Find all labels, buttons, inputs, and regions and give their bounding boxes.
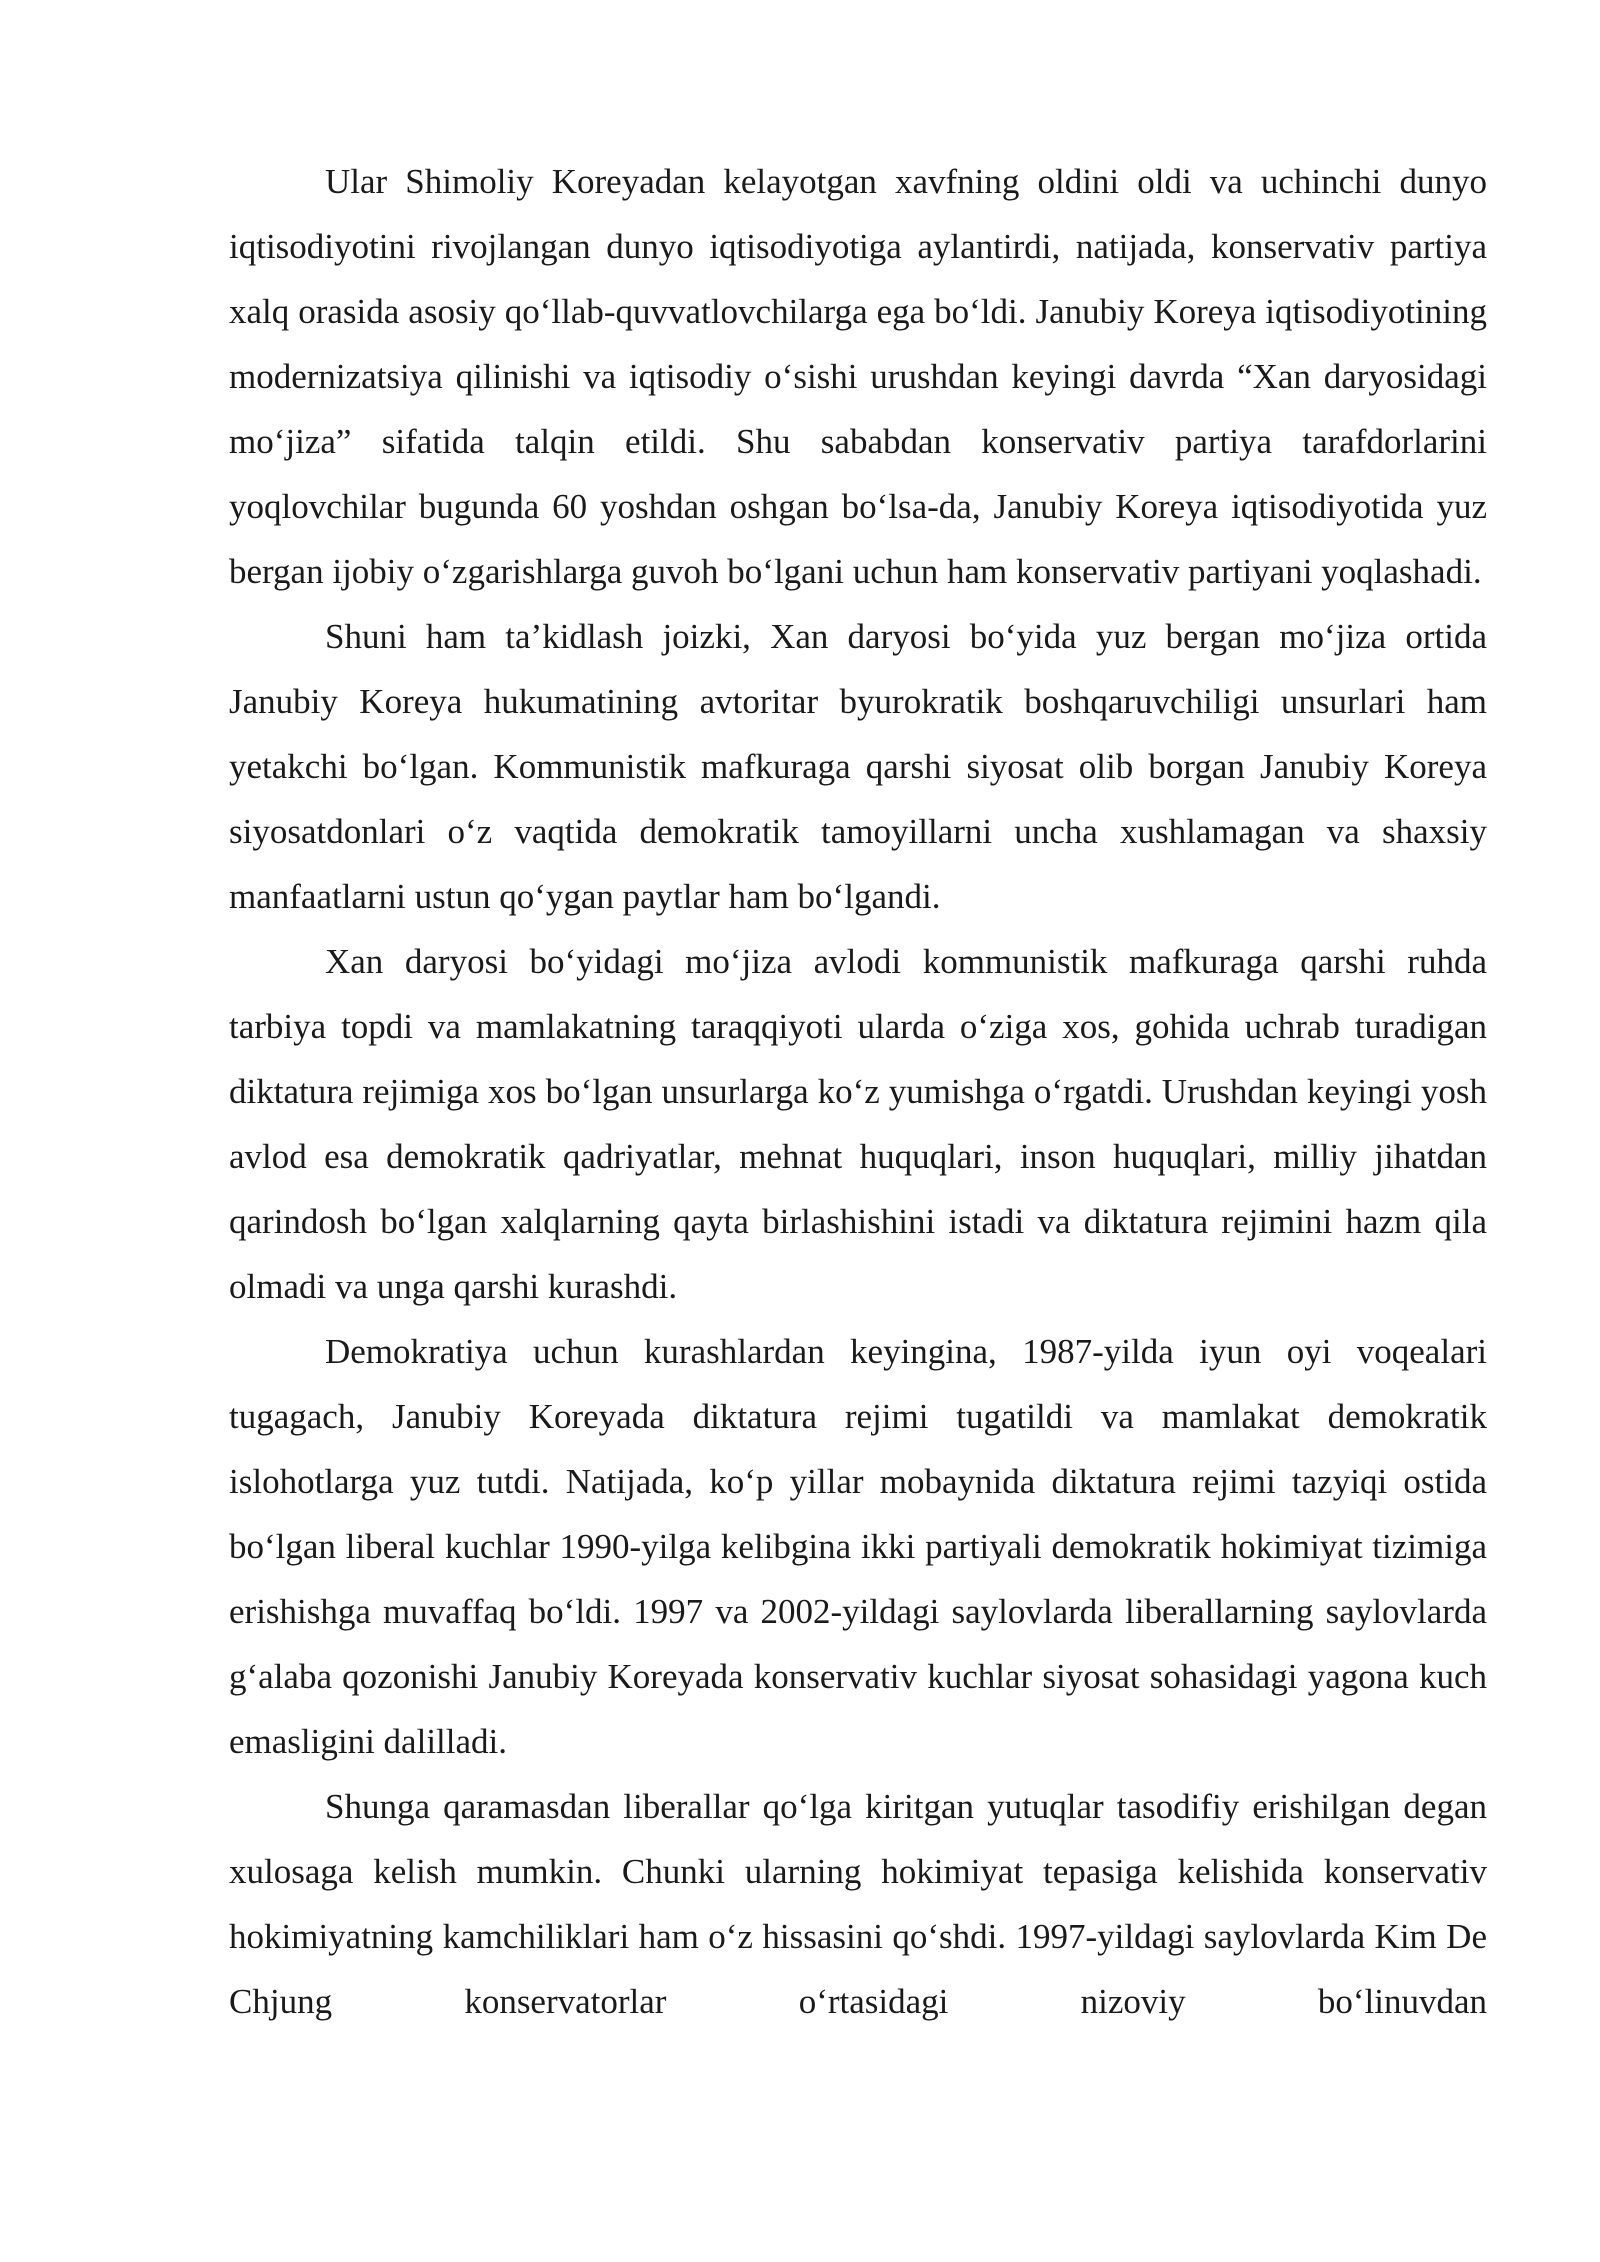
paragraph-2: Shuni ham ta’kidlash joizki, Xan daryosi bo‘yida yuz bergan mo‘jiza ortida Janubiy Koreya hukumatining avtoritar byurokratik boshqaruvchiligi unsurlari ham yetakchi bo‘lgan. Kommunistik mafkuraga qarshi siyosat olib borgan Janubiy Koreya siyosatdonlari o‘z vaqtida demokratik tamoyillarni uncha xushlamagan va shaxsiy manfaatlarni ustun qo‘ygan paytlar ham bo‘lgandi. [229,617,1487,916]
paragraph-4: Demokratiya uchun kurashlardan keyingina, 1987-yilda iyun oyi voqealari tugagach, Janubiy Koreyada diktatura rejimi tugatildi va mamlakat demokratik islohotlarga yuz tutdi. Natijada, ko‘p yillar mobaynida diktatura rejimi tazyiqi ostida bo‘lgan liberal kuchlar 1990-yilga kelibgina ikki partiyali demokratik hokimiyat tizimiga erishishga muvaffaq bo‘ldi. 1997 va 2002-yildagi saylovlarda liberallarning saylovlarda g‘alaba qozonishi Janubiy Koreyada konservativ kuchlar siyosat sohasidagi yagona kuch emasligini dalilladi. [229,1332,1487,1761]
paragraph-1: Ular Shimoliy Koreyadan kelayotgan xavfning oldini oldi va uchinchi dunyo iqtisodiyotini rivojlangan dunyo iqtisodiyotiga aylantirdi, natijada, konservativ partiya xalq orasida asosiy qo‘llab-quvvatlovchilarga ega bo‘ldi. Janubiy Koreya iqtisodiyotining modernizatsiya qilinishi va iqtisodiy o‘sishi urushdan keyingi davrda “Xan daryosidagi mo‘jiza” sifatida talqin etildi. Shu sababdan konservativ partiya tarafdorlarini yoqlovchilar bugunda 60 yoshdan oshgan bo‘lsa-da, Janubiy Koreya iqtisodiyotida yuz bergan ijobiy o‘zgarishlarga guvoh bo‘lgani uchun ham konservativ partiyani yoqlashadi. [229,162,1487,591]
document-body [229,149,1487,2034]
paragraph-5: Shunga qaramasdan liberallar qo‘lga kiritgan yutuqlar tasodifiy erishilgan degan xulosaga kelish mumkin. Chunki ularning hokimiyat tepasiga kelishida konservativ hokimiyatning kamchiliklari ham o‘z hissasini qo‘shdi. 1997-yildagi saylovlarda Kim De Chjung konservatorlar o‘rtasidagi nizoviy bo‘linuvdan [229,1787,1487,2021]
paragraph-3: Xan daryosi bo‘yidagi mo‘jiza avlodi kommunistik mafkuraga qarshi ruhda tarbiya topdi va mamlakatning taraqqiyoti ularda o‘ziga xos, gohida uchrab turadigan diktatura rejimiga xos bo‘lgan unsurlarga ko‘z yumishga o‘rgatdi. Urushdan keyingi yosh avlod esa demokratik qadriyatlar, mehnat huquqlari, inson huquqlari, milliy jihatdan qarindosh bo‘lgan xalqlarning qayta birlashishini istadi va diktatura rejimini hazm qila olmadi va unga qarshi kurashdi. [229,942,1487,1306]
